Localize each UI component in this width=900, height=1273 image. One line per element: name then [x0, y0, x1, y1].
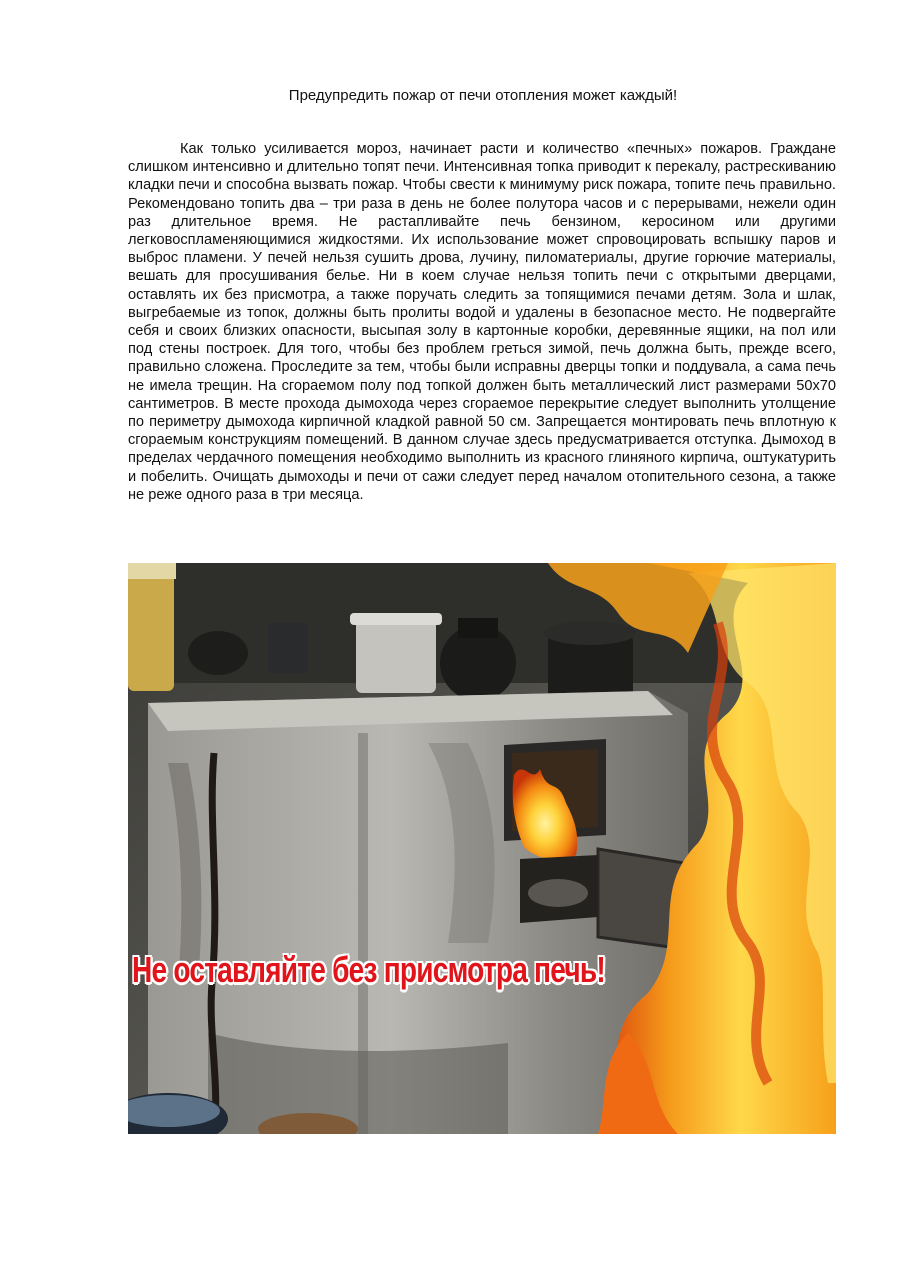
poster-warning-caption: Не оставляйте без присмотра печь! — [132, 949, 605, 990]
document-title: Предупредить пожар от печи отопления может каждый! — [288, 87, 678, 104]
stove-fire-illustration — [128, 563, 836, 1134]
fire-safety-poster — [128, 563, 836, 1134]
document-body-paragraph: Как только усиливается мороз, начинает расти и количество «печных» пожаров. Граждане слишком интенсивно и длительно топят печи. Интенсивная топка приводит к перекалу, растрескиванию кладки печи и способна вызвать пожар. Чтобы свести к минимуму риск пожара, топите печь правильно. Рекомендовано топить два – три раза в день не более полутора часов и с перерывами, нежели один раз длительное время. Не растапливайте печь бензином, керосином или другими легковоспламеняющимися жидкостями. Их использование может спровоцировать вспышку паров и выброс пламени. У печей нельзя сушить дрова, лучину, пиломатериалы, другие горючие материалы, вешать для просушивания белье. Ни в коем случае нельзя топить печи с открытыми дверцами, оставлять их без присмотра, а также поручать следить за топящимися печами детям. Зола и шлак, выгребаемые из топок, должны быть пролиты водой и удалены в безопасное место. Не подвергайте себя и своих близких опасности, высыпая золу в картонные коробки, деревянные ящики, на пол или под стены построек. Для того, чтобы без проблем греться зимой, печь должна быть, прежде всего, правильно сложена. Проследите за тем, чтобы были исправны дверцы топки и поддувала, а сама печь не имела трещин. На сгораемом полу под топкой должен быть металлический лист размерами 50х70 сантиметров. В месте прохода дымохода через сгораемое перекрытие следует выполнить утолщение по периметру дымохода кирпичной кладкой равной 50 см. Запрещается монтировать печь вплотную к сгораемым конструкциям помещений. В данном случае здесь предусматривается отступка. Дымоход в пределах чердачного помещения необходимо выполнить из красного глиняного кирпича, оштукатурить и побелить. Очищать дымоходы и печи от сажи следует перед началом отопительного сезона, а также не реже одного раза в три месяца. — [128, 141, 836, 503]
